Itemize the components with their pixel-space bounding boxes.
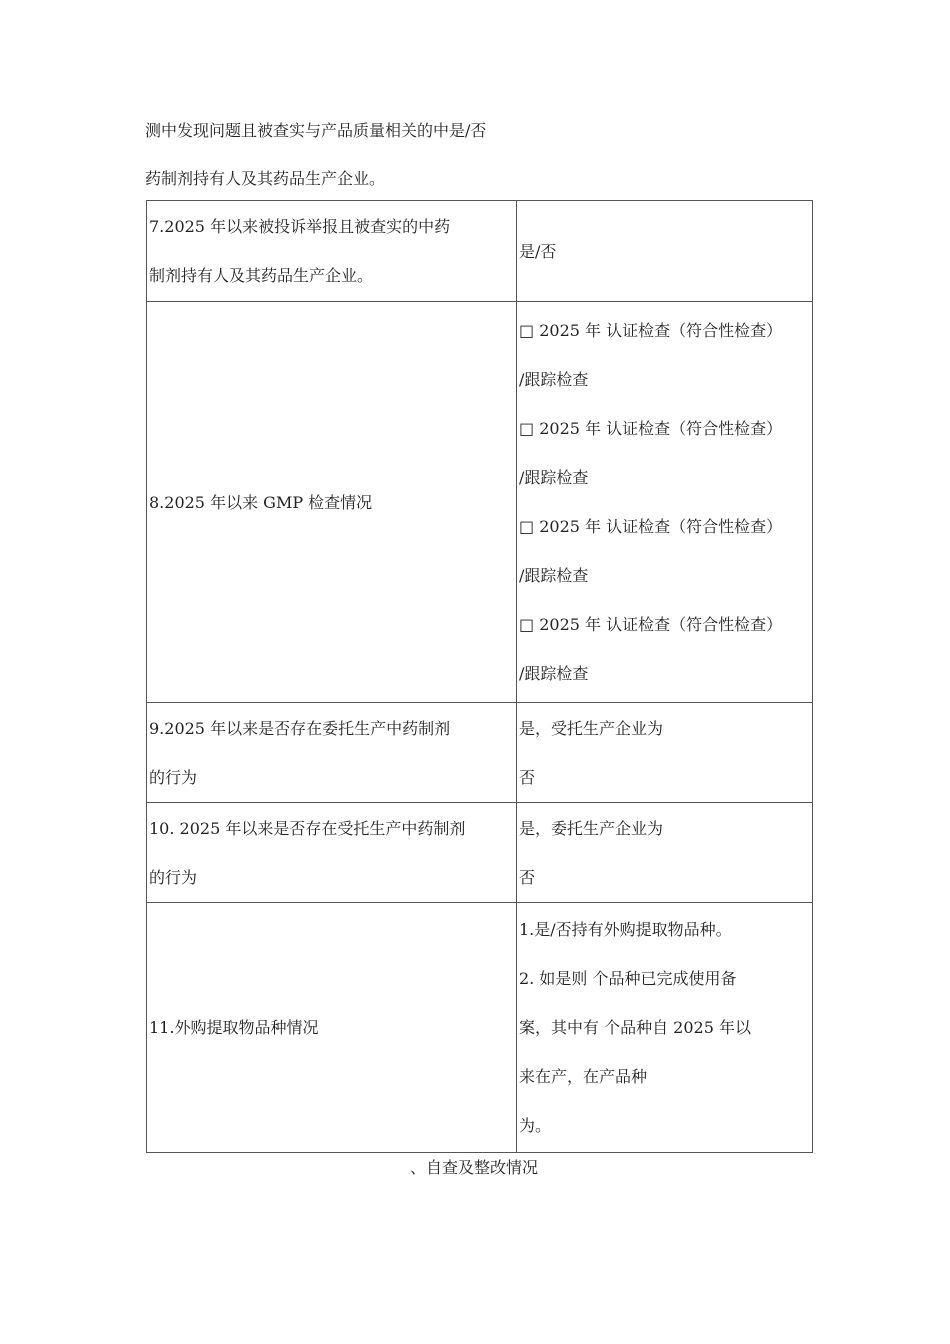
row-11-label <box>147 903 517 1153</box>
table-row-7 <box>147 201 813 302</box>
table-row-8 <box>147 302 813 703</box>
intro-line-1: 测中发现问题且被查实与产品质量相关的中是/否 <box>145 121 487 140</box>
row-8-value-line: /跟踪检查 <box>519 566 589 585</box>
table-row-11 <box>147 903 813 1153</box>
row-9-value-line: 是，受托生产企业为 <box>519 718 664 738</box>
row-8-value-line: /跟踪检查 <box>519 664 589 683</box>
row-11-value <box>517 903 813 1153</box>
section-heading: 、自查及整改情况 <box>410 1158 539 1177</box>
table-row-9 <box>147 703 813 803</box>
row-9-label-line: 的行为 <box>149 767 198 787</box>
row-7-label-line: 7.2025 年以来被投诉举报且被查实的中药 <box>149 217 451 236</box>
row-10-label-line: 10. 2025 年以来是否存在受托生产中药制剂 <box>149 818 466 838</box>
row-10-label <box>147 803 517 903</box>
row-10-value-line: 是，委托生产企业为 <box>519 818 664 838</box>
row-7-value-line: 是/否 <box>519 241 557 261</box>
row-8-value-line: □ 2025 年 认证检查（符合性检查） <box>519 517 783 536</box>
inspection-table <box>146 200 813 1153</box>
intro-line-2: 药制剂持有人及其药品生产企业。 <box>145 169 386 188</box>
row-8-value-line: □ 2025 年 认证检查（符合性检查） <box>519 615 783 634</box>
row-8-value-line: □ 2025 年 认证检查（符合性检查） <box>519 419 783 438</box>
row-11-value-line: 为。 <box>519 1116 552 1135</box>
row-8-value-line: /跟踪检查 <box>519 370 589 389</box>
row-11-value-line: 来在产，在产品种 <box>519 1067 648 1086</box>
row-8-label-line: 8.2025 年以来 GMP 检查情况 <box>149 492 373 512</box>
row-8-value-line: /跟踪检查 <box>519 468 589 487</box>
row-7-label-line: 制剂持有人及其药品生产企业。 <box>149 266 374 285</box>
row-9-label <box>147 703 517 803</box>
row-9-label-line: 9.2025 年以来是否存在委托生产中药制剂 <box>149 718 451 738</box>
row-10-value <box>517 803 813 903</box>
row-10-label-line: 的行为 <box>149 867 198 887</box>
row-11-value-line: 1.是/否持有外购提取物品种。 <box>519 920 732 939</box>
row-7-label <box>147 201 517 302</box>
row-8-value <box>517 302 813 703</box>
row-9-value <box>517 703 813 803</box>
row-8-value-line: □ 2025 年 认证检查（符合性检查） <box>519 321 783 340</box>
row-11-value-line: 2. 如是则 个品种已完成使用备 <box>519 969 737 988</box>
row-11-label-line: 11.外购提取物品种情况 <box>149 1018 319 1037</box>
row-10-value-line: 否 <box>519 867 536 887</box>
row-9-value-line: 否 <box>519 767 536 787</box>
table-row-10 <box>147 803 813 903</box>
row-8-label <box>147 302 517 703</box>
row-7-value <box>517 201 813 302</box>
row-11-value-line: 案，其中有 个品种自 2025 年以 <box>519 1018 751 1037</box>
